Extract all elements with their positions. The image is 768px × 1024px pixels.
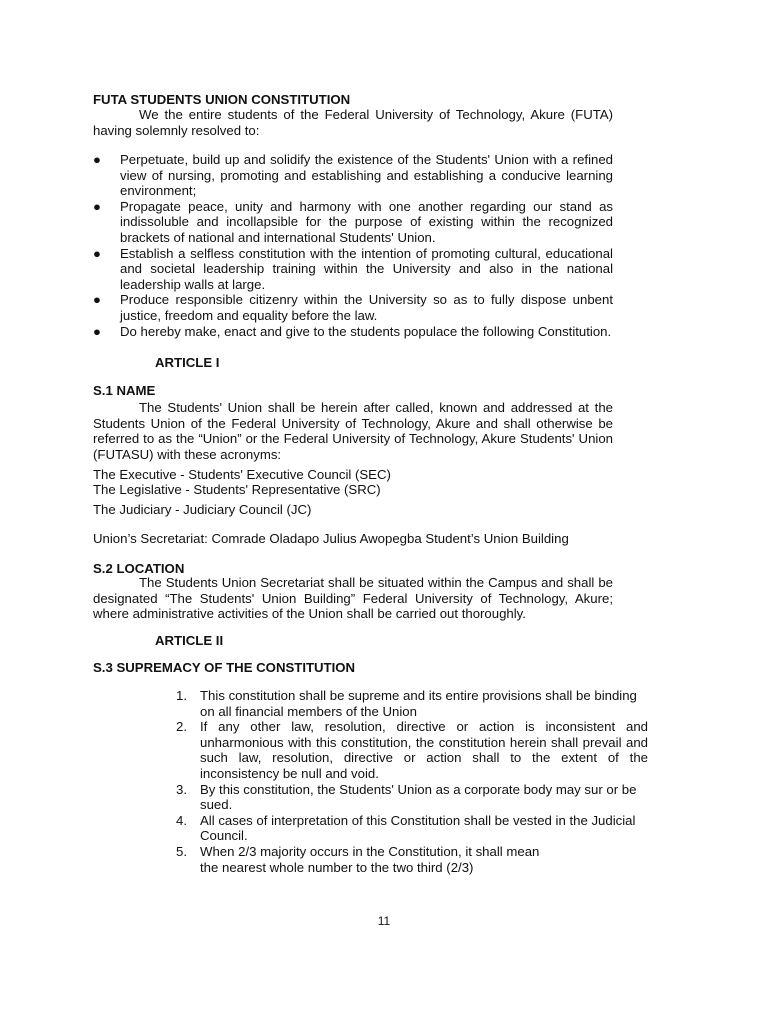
- document-title: FUTA STUDENTS UNION CONSTITUTION: [93, 92, 351, 107]
- list-item: ● Propagate peace, unity and harmony with one another regarding our stand as indissoluble and incollapsible for the purpose of existing within the recognized brackets of national and international Students' Union.: [93, 198, 613, 245]
- section-3-heading: S.3 SUPREMACY OF THE CONSTITUTION: [93, 660, 356, 675]
- executive-line: The Executive - Students' Executive Council (SEC): [93, 467, 391, 482]
- article-2-heading: ARTICLE II: [155, 633, 224, 648]
- bullet-icon: ●: [93, 152, 101, 167]
- list-item: ● Establish a selfless constitution with the intention of promoting cultural, educational and societal leadership training within the University and also in the national leadership walls at large.: [93, 245, 613, 292]
- list-item: 3. By this constitution, the Students' Union as a corporate body may sur or be sued.: [176, 781, 637, 813]
- secretariat-line: Union’s Secretariat: Comrade Oladapo Julius Awopegba Student’s Union Building: [93, 531, 569, 546]
- page-number: 11: [377, 914, 391, 928]
- list-item: 5. When 2/3 majority occurs in the Constitution, it shall mean the nearest whole number to the two third (2/3): [176, 843, 540, 875]
- list-item: 1. This constitution shall be supreme and its entire provisions shall be binding on all financial members of the Union: [176, 688, 637, 719]
- bullet-icon: ●: [93, 245, 101, 261]
- list-item: ● Do hereby make, enact and give to the students populace the following Constitution.: [93, 323, 612, 339]
- list-item: ● Produce responsible citizenry within the University so as to fully dispose unbent justice, freedom and equality before the law.: [93, 292, 613, 323]
- section-2-heading: S.2 LOCATION: [93, 561, 185, 576]
- article-1-heading: ARTICLE I: [155, 355, 220, 370]
- list-item: 4. All cases of interpretation of this Constitution shall be vested in the Judicial Council.: [176, 812, 636, 844]
- judiciary-line: The Judiciary - Judiciary Council (JC): [93, 502, 312, 517]
- list-item: 2. If any other law, resolution, directive or action is inconsistent and unharmonious with this constitution, the constitution herein shall prevail and such law, resolution, directive or action shall to the extent of the inconsistency be null and void.: [176, 719, 648, 781]
- section-1-heading: S.1 NAME: [93, 383, 156, 398]
- section-1-text: The Students' Union shall be herein after called, known and addressed at the Students Union of the Federal University of Technology, Akure and shall otherwise be referred to as the “Union” or the Federal University of Technology, Akure Students' Union (FUTASU) with these acronyms:: [93, 400, 613, 462]
- bullet-icon: ●: [93, 323, 101, 339]
- preamble: We the entire students of the Federal University of Technology, Akure (FUTA) having solemnly resolved to:: [93, 107, 613, 138]
- section-2-text: The Students Union Secretariat shall be situated within the Campus and shall be designated “The Students' Union Building” Federal University of Technology, Akure; where administrative activities of the Union shall be carried out thoroughly.: [93, 575, 613, 622]
- supremacy-list: [176, 688, 648, 875]
- resolution-list: [93, 152, 613, 339]
- bullet-icon: ●: [93, 198, 101, 214]
- legislative-line: The Legislative - Students' Representative (SRC): [93, 482, 381, 497]
- bullet-icon: ●: [93, 292, 101, 308]
- list-item: ● Perpetuate, build up and solidify the existence of the Students' Union with a refined view of nursing, promoting and establishing and establishing a conducive learning environment;: [93, 152, 613, 199]
